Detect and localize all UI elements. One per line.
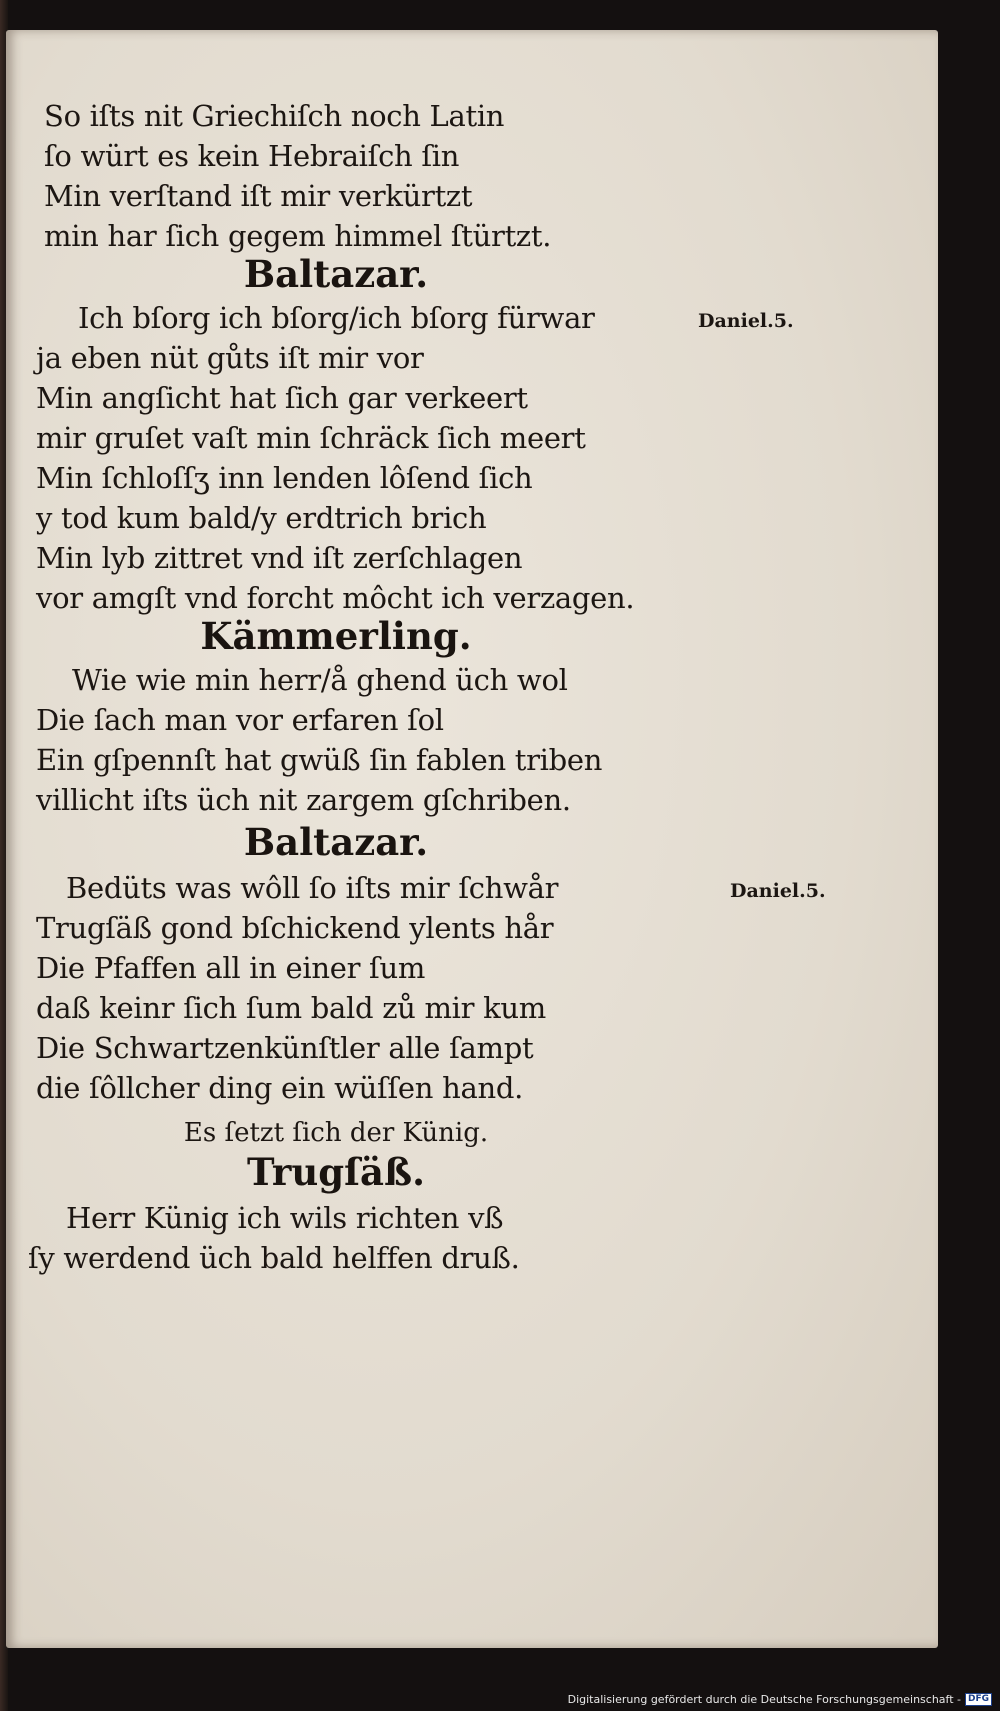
verse-line: y tod kum bald/y erdtrich brich — [36, 501, 487, 535]
verse-line: Wie wie min herr/å ghend üch wol — [72, 663, 568, 697]
verse-line: Die Pfaffen all in einer ſum — [36, 951, 426, 985]
verse-line: Min angſicht hat ſich gar verkeert — [36, 381, 528, 415]
marginal-note: Daniel.5. — [698, 310, 794, 332]
verse-line: die ſôllcher ding ein wüſſen hand. — [36, 1071, 524, 1105]
stage-direction: Es ſetzt ſich der Künig. — [183, 1118, 489, 1148]
verse-line: vor amgſt vnd forcht môcht ich verzagen. — [36, 581, 635, 615]
book-page — [6, 30, 938, 1648]
verse-line: Ich bſorg ich bſorg/ich bſorg fürwar — [78, 301, 595, 335]
dfg-logo-icon: DFG — [965, 1693, 992, 1706]
verse-line: mir gruſet vaſt min ſchräck ſich meert — [36, 421, 586, 455]
verse-line: Herr Künig ich wils richten vß — [66, 1201, 504, 1235]
verse-line: Min ſchloſſʒ inn lenden lôſend ſich — [36, 461, 533, 495]
speaker-heading: Baltazar. — [243, 820, 429, 864]
verse-line: So iſts nit Griechiſch noch Latin — [44, 99, 505, 133]
speaker-heading: Kämmerling. — [200, 614, 472, 658]
verse-line: Die Schwartzenkünſtler alle ſampt — [36, 1031, 534, 1065]
speaker-heading: Trugſäß. — [247, 1150, 425, 1194]
verse-line: ſo würt es kein Hebraiſch ſin — [44, 139, 460, 173]
verse-line: ſy werdend üch bald helffen druß. — [28, 1241, 520, 1275]
page-text — [6, 30, 938, 1648]
verse-line: Bedüts was wôll ſo iſts mir ſchwår — [66, 871, 559, 905]
verse-line: Die ſach man vor erfaren ſol — [36, 703, 444, 737]
marginal-note: Daniel.5. — [730, 880, 826, 902]
verse-line: min har ſich gegem himmel ſtürtzt. — [44, 219, 552, 253]
verse-line: daß keinr ſich ſum bald zů mir kum — [36, 991, 546, 1025]
verse-line: villicht iſts üch nit zargem gſchriben. — [36, 783, 571, 817]
footer-text: Digitalisierung gefördert durch die Deutsche Forschungsgemeinschaft - — [567, 1693, 961, 1706]
verse-line: Ein gſpennſt hat gwüß ſin fablen triben — [36, 743, 603, 777]
verse-line: Min lyb zittret vnd iſt zerſchlagen — [36, 541, 523, 575]
digitization-footer — [568, 1693, 992, 1706]
verse-line: Min verſtand iſt mir verkürtzt — [44, 179, 473, 213]
speaker-heading: Baltazar. — [243, 252, 429, 296]
verse-line: Trugſäß gond bſchickend ylents hår — [36, 911, 554, 945]
verse-line: ja eben nüt gůts iſt mir vor — [36, 341, 424, 375]
